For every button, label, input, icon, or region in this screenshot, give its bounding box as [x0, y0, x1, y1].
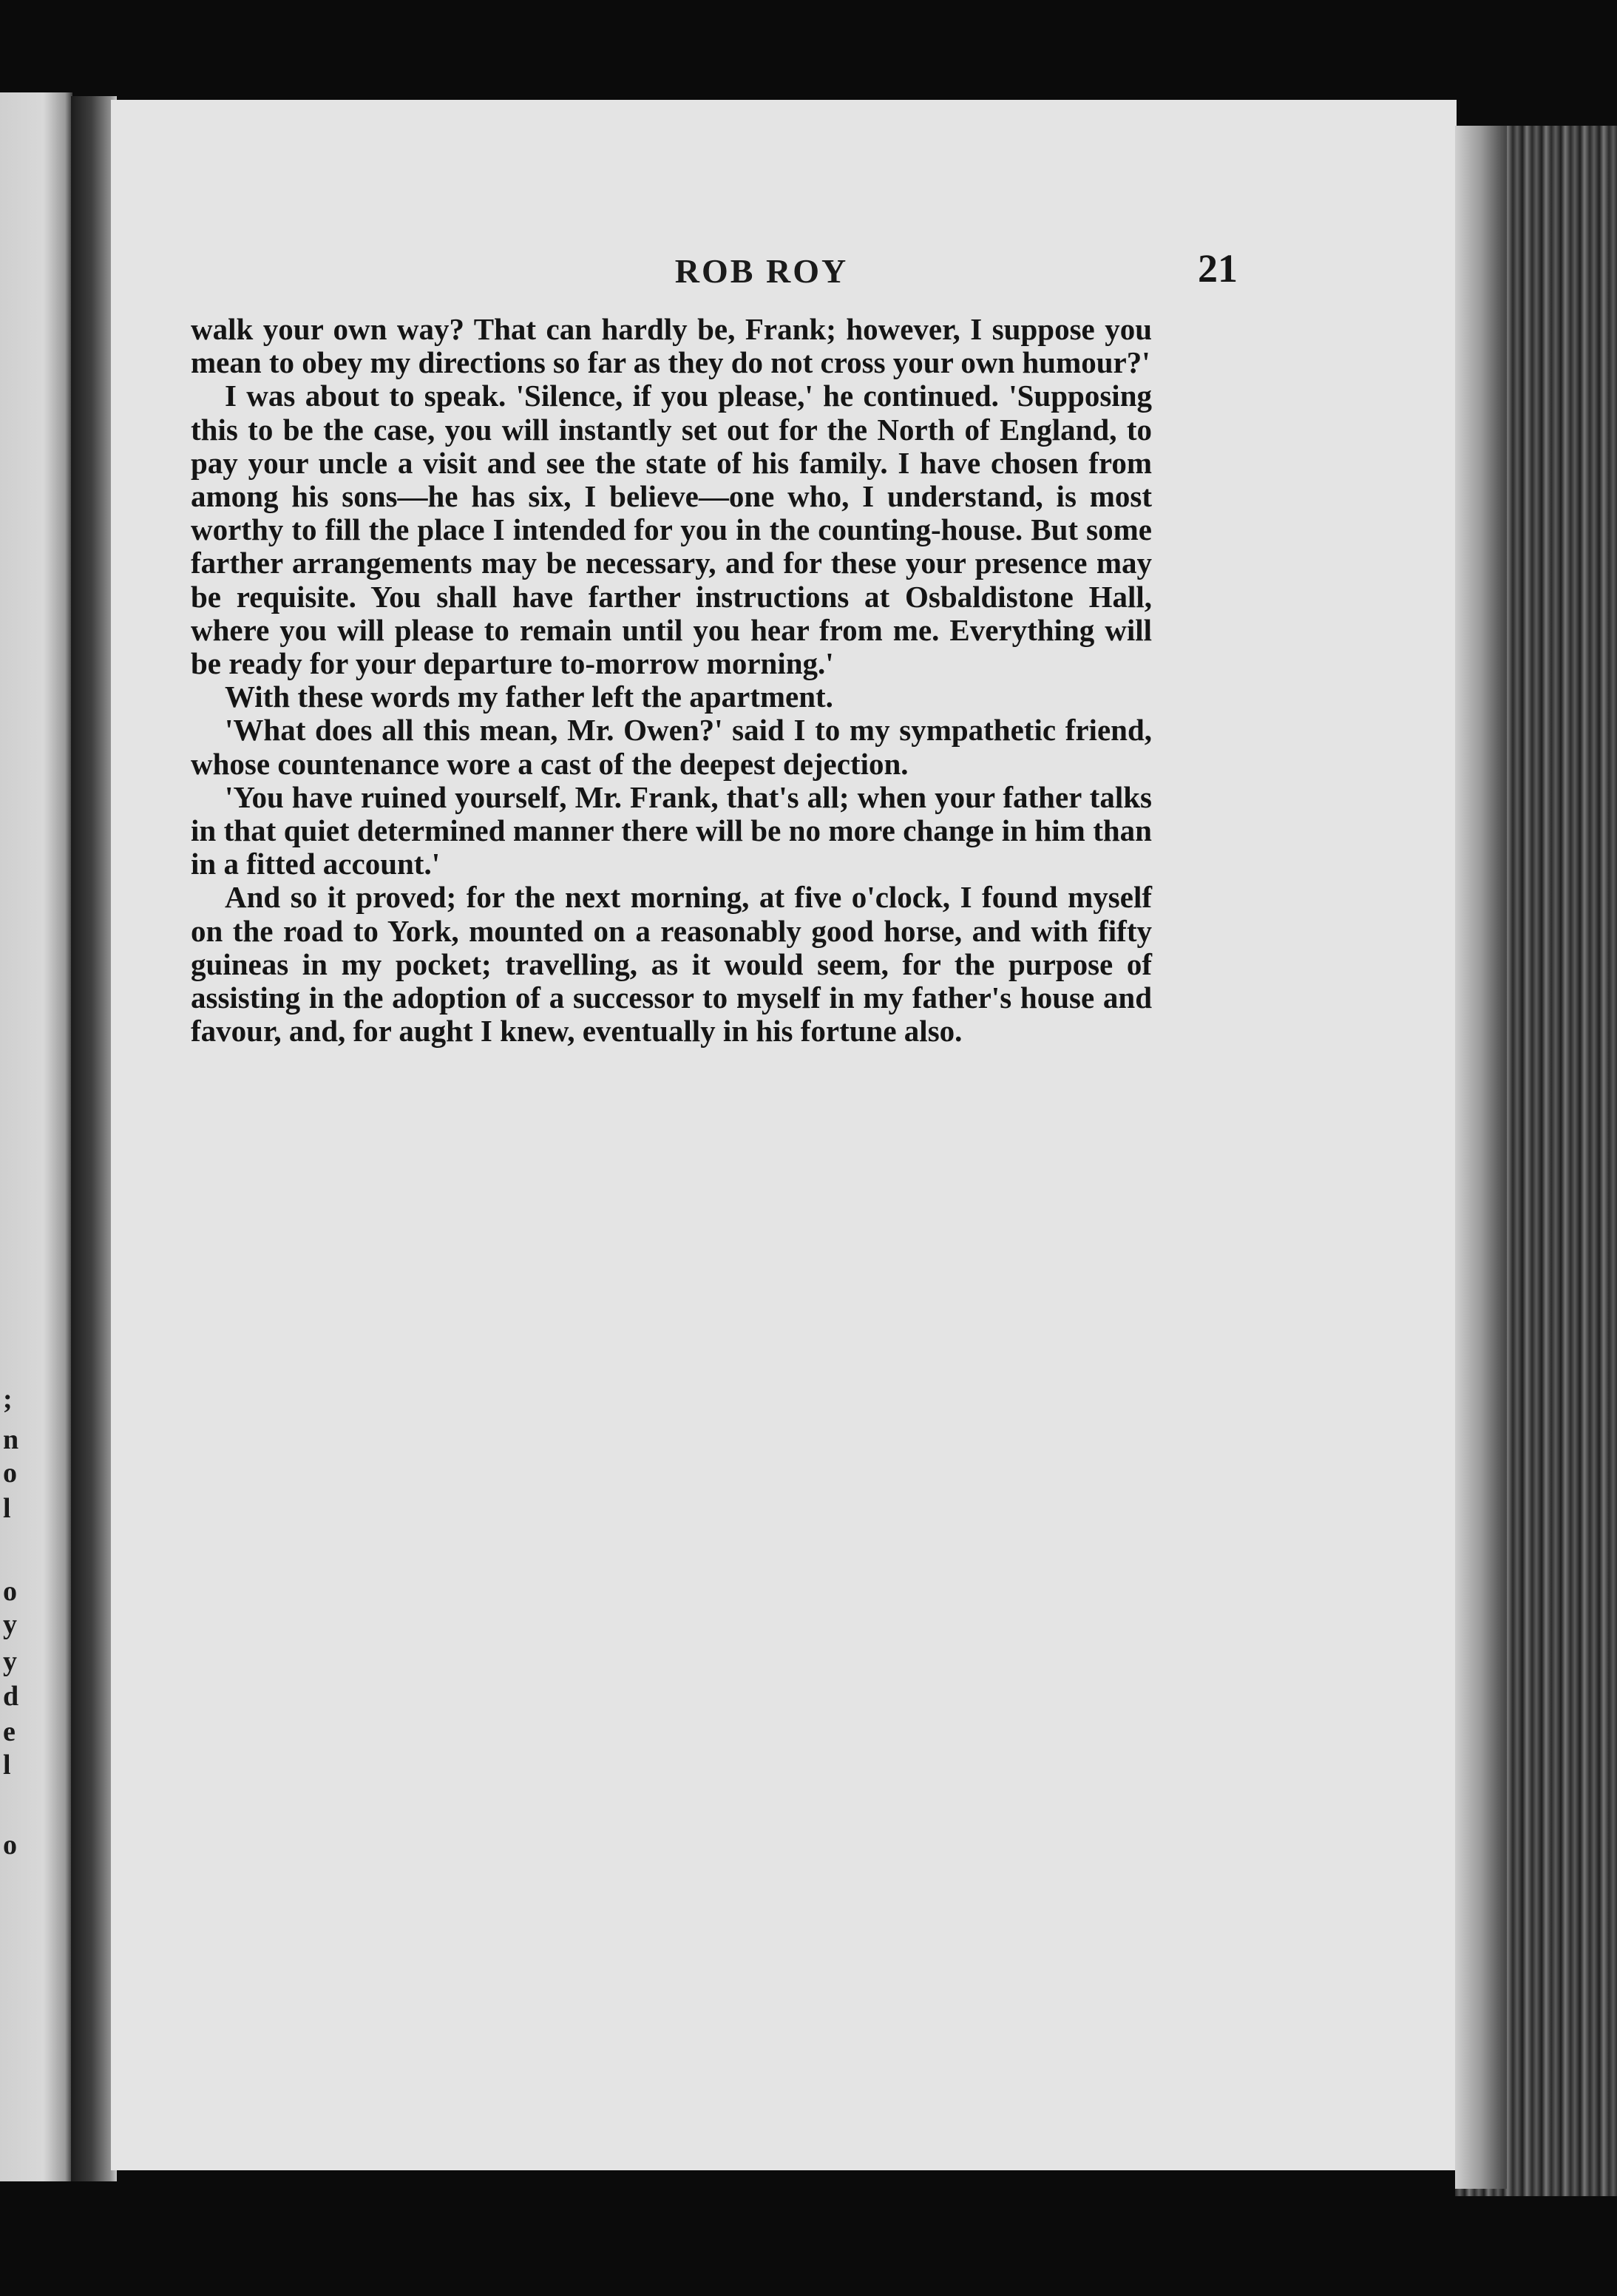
prev-page-fragment: l: [3, 1493, 11, 1524]
prev-page-fragment: e: [3, 1716, 16, 1747]
paragraph: With these words my father left the apartment.: [225, 680, 833, 714]
page-stack-edge: [1455, 126, 1507, 2189]
paragraph: I was about to speak. 'Silence, if you please,' he continued. 'Supposing this to be the case, you will instantly set out for the North of England, to pay your uncle a visit and see the state of his family. I have chosen from among his sons—he has six, I believe—one who, I understand, is most worthy to fill the place I intended for you in the counting-house. But some farther arrangements may be necessary, and for these your presence may be requisite. You shall have farther instructions at Osbaldistone Hall, where you will please to remain until you hear from me. Everything will be ready for your departure to-morrow morning.': [191, 379, 1152, 681]
paragraph: 'You have ruined yourself, Mr. Frank, that's all; when your father talks in that quiet determined manner there will be no more change in him than in a fitted account.': [191, 779, 1152, 881]
prev-page-fragment: o: [3, 1576, 17, 1607]
prev-page-fragment: o: [3, 1457, 17, 1489]
paragraph: 'What does all this mean, Mr. Owen?' said I to my sympathetic friend, whose countenance wore a cast of the deepest dejection.: [191, 713, 1152, 781]
page-number: 21: [1198, 246, 1238, 291]
book-gutter: [71, 96, 117, 2181]
prev-page-fragment: d: [3, 1681, 19, 1712]
previous-page-edge: [0, 92, 72, 2181]
prev-page-fragment: o: [3, 1829, 17, 1860]
paragraph: And so it proved; for the next morning, at five o'clock, I found myself on the road to York, mounted on a reasonably good horse, and with fifty guineas in my pocket; travelling, as it would seem, for the purpose of assisting in the adoption of a successor to myself in my father's house and favour, and, for aught I knew, eventually in his fortune also.: [191, 880, 1152, 1049]
prev-page-fragment: y: [3, 1646, 17, 1677]
prev-page-fragment: l: [3, 1750, 11, 1781]
running-head-title: ROB ROY: [674, 252, 849, 290]
prev-page-fragment: ;: [3, 1384, 13, 1415]
body-text: [191, 313, 1152, 1048]
paragraph: walk your own way? That can hardly be, Frank; however, I suppose you mean to obey my directions so far as they do not cross your own humour?': [191, 312, 1152, 380]
running-head: [111, 246, 1457, 303]
prev-page-fragment: y: [3, 1609, 17, 1640]
prev-page-fragment: n: [3, 1424, 19, 1455]
